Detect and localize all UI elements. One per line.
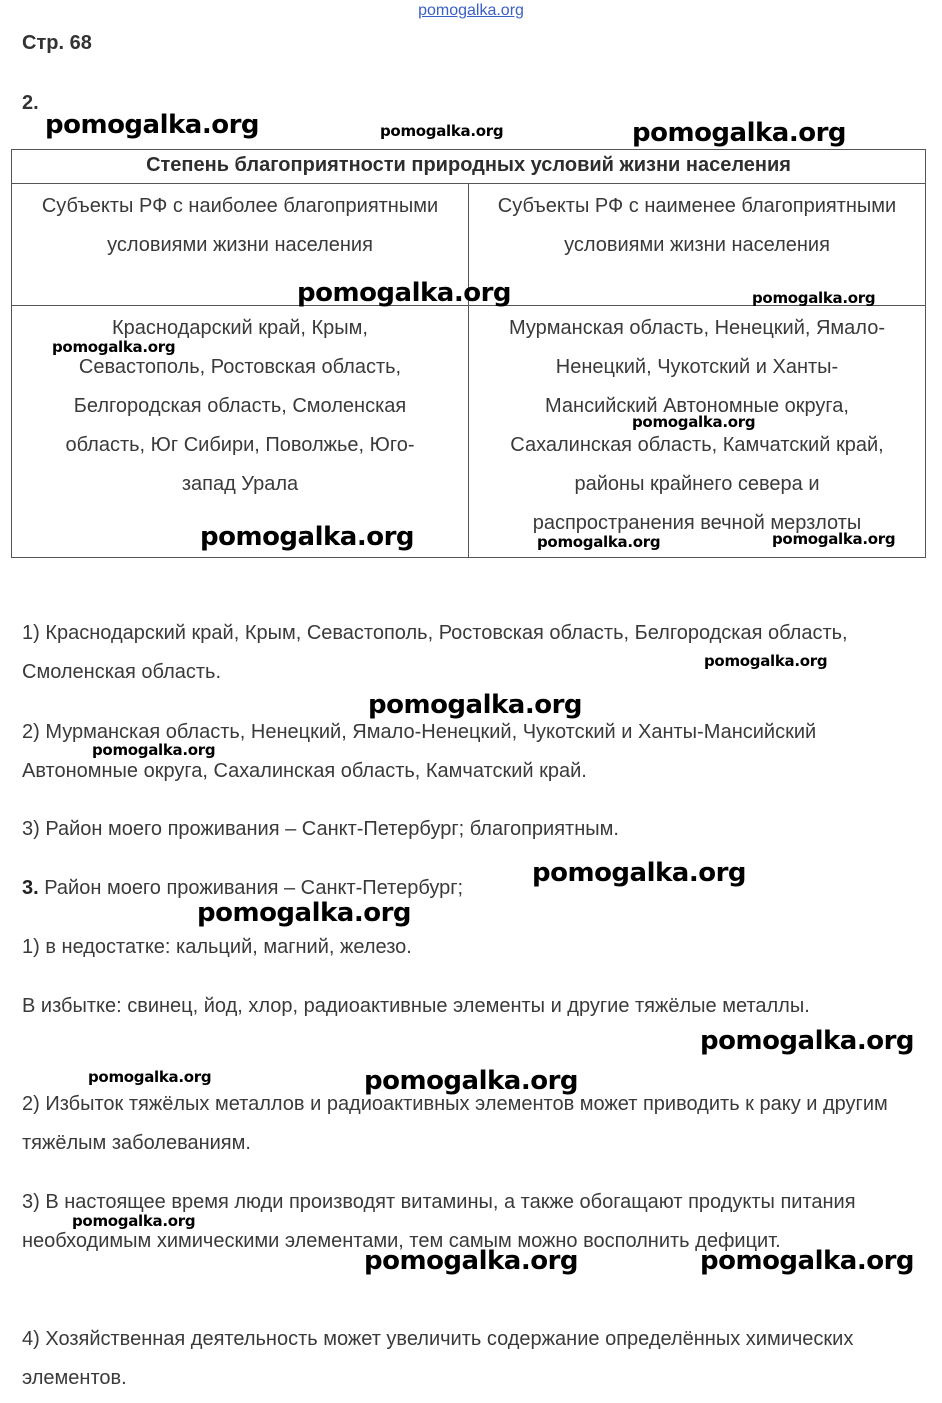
table-line: Мурманская область, Ненецкий, Ямало- <box>509 317 885 339</box>
table-line: область, Юг Сибири, Поволжье, Юго- <box>65 434 415 456</box>
watermark: pomogalka.org <box>380 122 504 140</box>
table-line: распространения вечной мерзлоты <box>532 512 862 534</box>
col-left-header: Субъекты РФ с наиболее благоприятными условиями жизни населения <box>12 184 469 306</box>
col-right-cell <box>469 306 926 558</box>
table-title: Степень благоприятности природных условий жизни населения <box>12 150 926 184</box>
task2-answer-1: 1) Краснодарский край, Крым, Севастополь, Ростовская область, Белгородская область, Смоленская область. <box>22 622 848 683</box>
table-line: запад Урала <box>181 473 299 495</box>
task3-answer-4: 4) Хозяйственная деятельность может увеличить содержание определённых химических элементов. <box>22 1328 854 1389</box>
watermark: pomogalka.org <box>704 652 828 670</box>
watermark: pomogalka.org <box>45 110 260 140</box>
watermark: pomogalka.org <box>368 690 583 720</box>
table-line: Сахалинская область, Камчатский край, <box>510 434 884 456</box>
table-line: Севастополь, Ростовская область, <box>78 356 402 378</box>
watermark: pomogalka.org <box>364 1246 579 1276</box>
watermark: pomogalka.org <box>92 741 216 759</box>
watermark: pomogalka.org <box>364 1066 579 1096</box>
watermark: pomogalka.org <box>700 1246 915 1276</box>
watermark: pomogalka.org <box>72 1212 196 1230</box>
page-label: Стр. 68 <box>22 32 92 54</box>
watermark: pomogalka.org <box>537 533 661 551</box>
watermark: pomogalka.org <box>632 118 847 148</box>
watermark: pomogalka.org <box>88 1068 212 1086</box>
watermark: pomogalka.org <box>197 898 412 928</box>
watermark: pomogalka.org <box>632 413 756 431</box>
table-line: Краснодарский край, Крым, <box>112 317 368 339</box>
task-2-number: 2. <box>22 92 39 114</box>
task3-answer-2: 2) Избыток тяжёлых металлов и радиоактивных элементов может приводить к раку и другим тяжёлым заболеваниям. <box>22 1093 888 1154</box>
task2-answer-3: 3) Район моего проживания – Санкт-Петербург; благоприятным. <box>22 818 619 840</box>
watermark: pomogalka.org <box>297 278 512 308</box>
table-line: Ненецкий, Чукотский и Ханты- <box>555 356 839 378</box>
task3-answer-1: 1) в недостатке: кальций, магний, железо. <box>22 936 412 958</box>
watermark: pomogalka.org <box>772 530 896 548</box>
table-line: Белгородская область, Смоленская <box>73 395 407 417</box>
watermark: pomogalka.org <box>752 289 876 307</box>
task3-excess: В избытке: свинец, йод, хлор, радиоактивные элементы и другие тяжёлые металлы. <box>22 995 810 1017</box>
watermark: pomogalka.org <box>52 338 176 356</box>
task2-answer-2: 2) Мурманская область, Ненецкий, Ямало-Ненецкий, Чукотский и Ханты-Мансийский Автономные округа, Сахалинская область, Камчатский край. <box>22 721 817 782</box>
site-link[interactable]: pomogalka.org <box>418 2 524 19</box>
task-3-number: 3. <box>22 877 39 899</box>
task3-answer-3: 3) В настоящее время люди производят витамины, а также обогащают продукты питания необходимым химическими элементами, тем самым можно восполнить дефицит. <box>22 1191 856 1252</box>
watermark: pomogalka.org <box>532 858 747 888</box>
watermark: pomogalka.org <box>700 1026 915 1056</box>
watermark: pomogalka.org <box>200 522 415 552</box>
col-right-header: Субъекты РФ с наименее благоприятными условиями жизни населения <box>469 184 926 306</box>
task3-intro <box>22 869 922 908</box>
task3-intro-text: Район моего проживания – Санкт-Петербург; <box>38 877 464 899</box>
table-line: районы крайнего севера и <box>574 473 820 495</box>
table-line: Мансийский Автономные округа, <box>545 395 849 417</box>
